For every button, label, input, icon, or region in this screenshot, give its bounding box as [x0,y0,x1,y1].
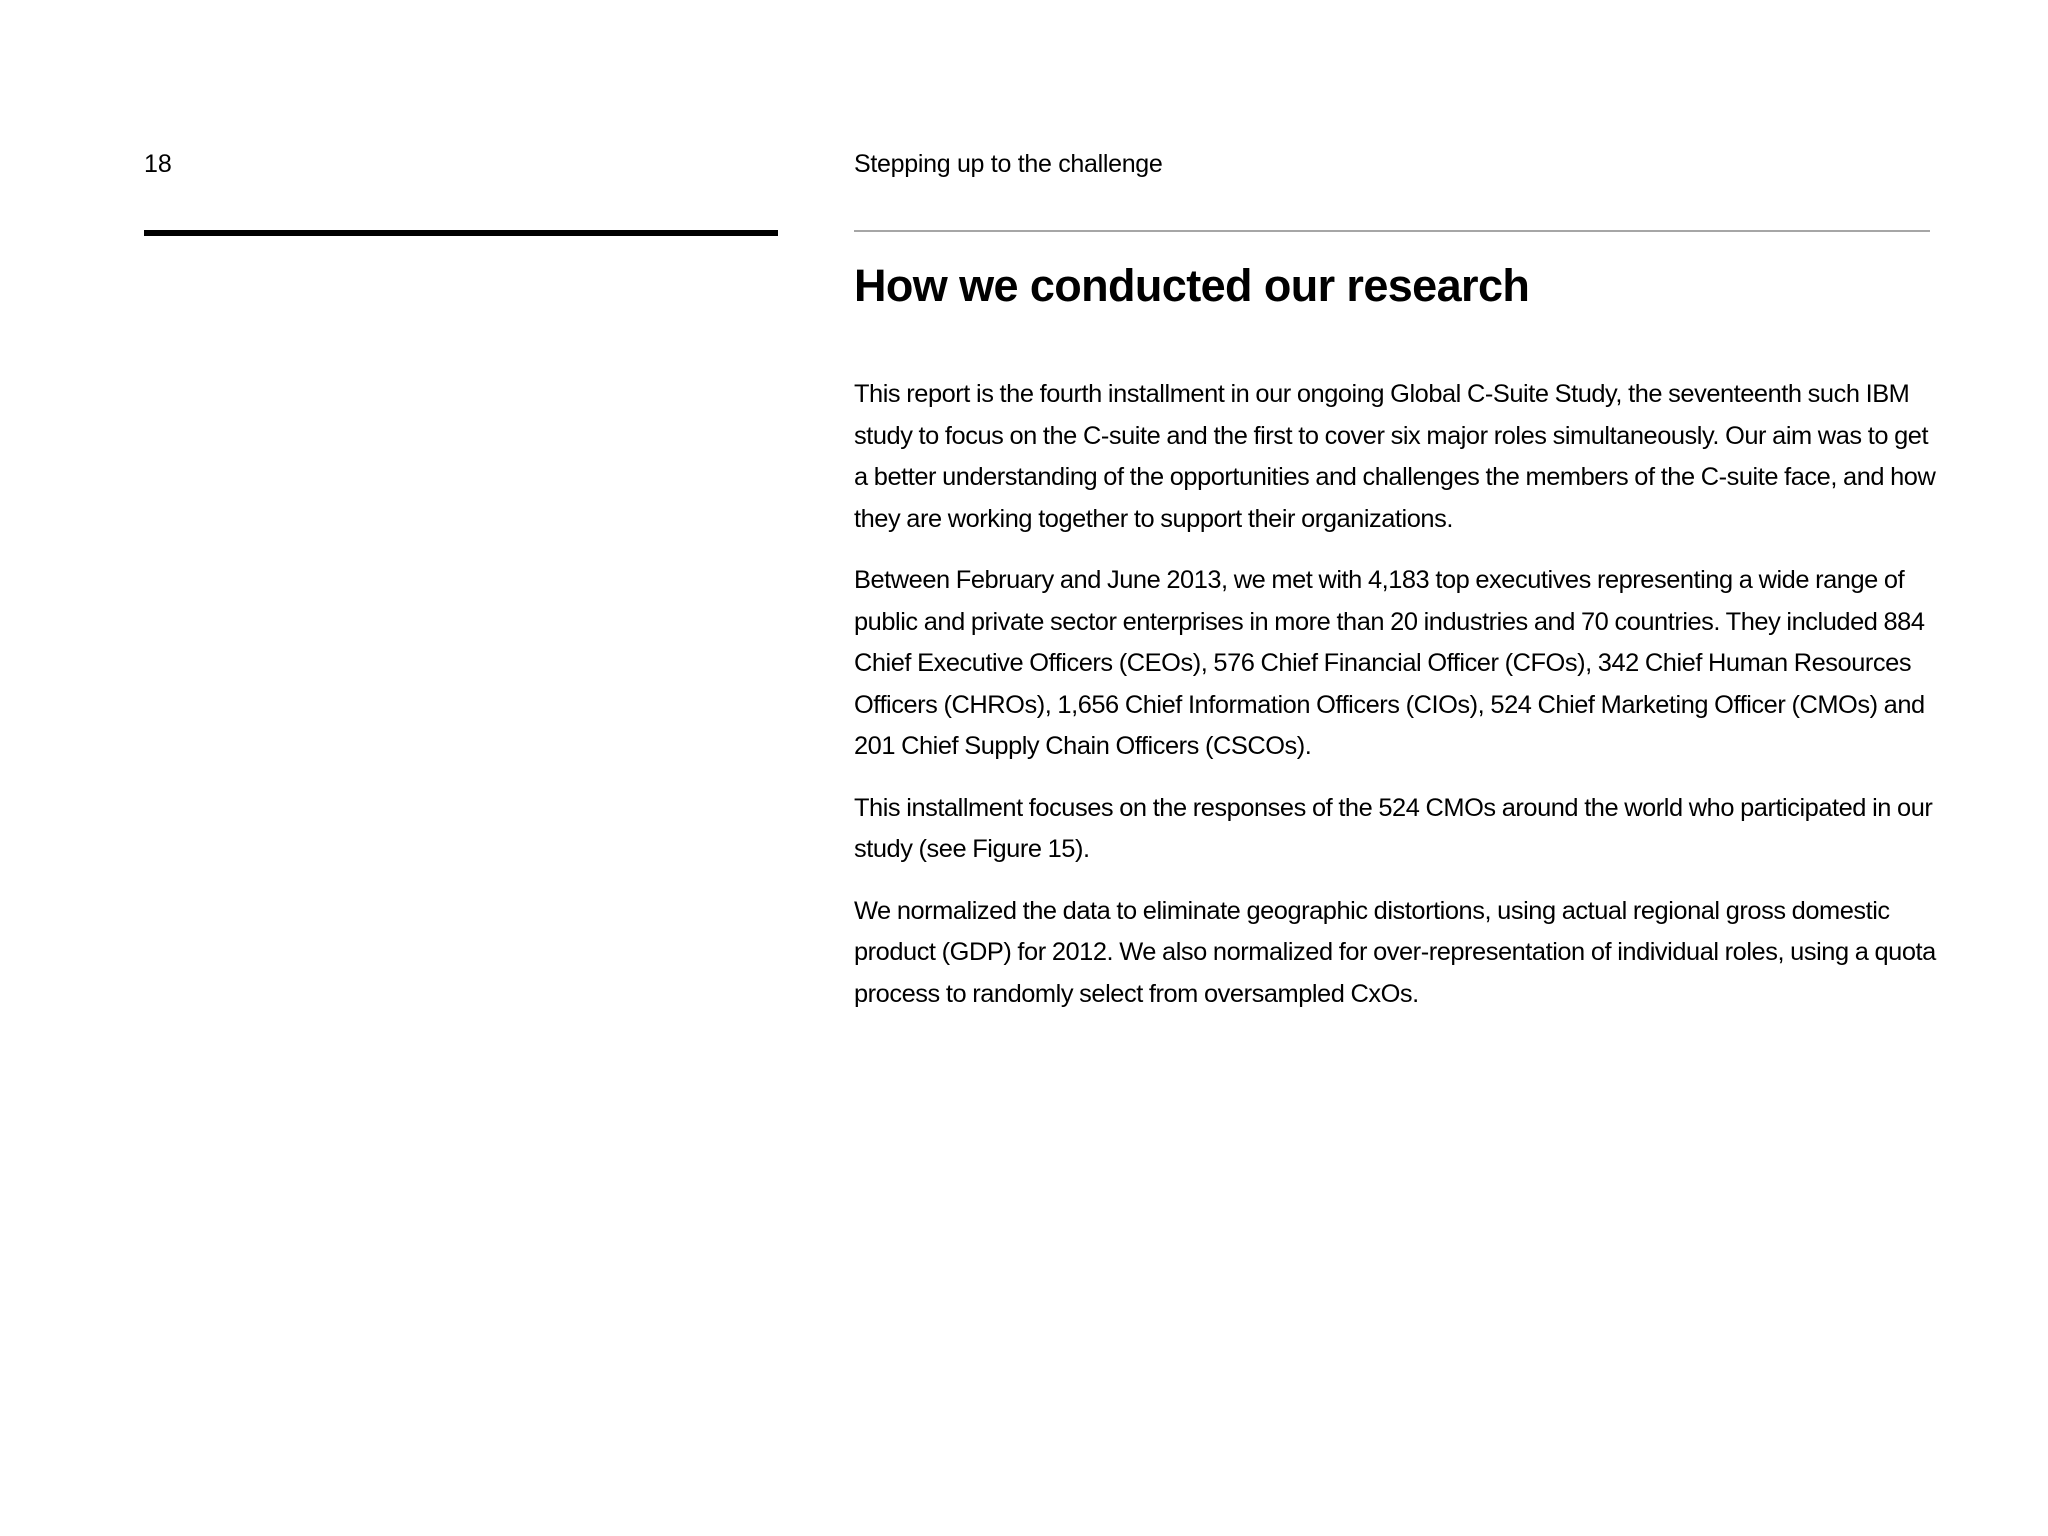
right-column-rule [854,230,1930,232]
paragraph-intro: This report is the fourth installment in our ongoing Global C-Suite Study, the seventeenth such IBM study to focus on the C-suite and the first to cover six major roles simultaneously. Our aim was to get a better understanding of the opportunities and challenges the members of the C-suite face, and how they are working together to support their organizations. [854,380,1936,533]
paragraph-participants: Between February and June 2013, we met with 4,183 top executives representing a wide range of public and private sector enterprises in more than 20 industries and 70 countries. They included 884 Chief Executive Officers (CEOs), 576 Chief Financial Officer (CFOs), 342 Chief Human Resources Officers (CHROs), 1,656 Chief Information Officers (CIOs), 524 Chief Marketing Officer (CMOs) and 201 Chief Supply Chain Officers (CSCOs). [854,566,1925,760]
body-text [854,374,1944,1035]
running-title: Stepping up to the challenge [854,150,1163,178]
section-heading: How we conducted our research [854,260,1530,311]
page-number: 18 [144,150,172,178]
paragraph-normalization: We normalized the data to eliminate geographic distortions, using actual regional gross domestic product (GDP) for 2012. We also normalized for over-representation of individual roles, using a quota process to randomly select from oversampled CxOs. [854,896,1936,1008]
left-column-rule [144,230,778,236]
paragraph-focus: This installment focuses on the responses of the 524 CMOs around the world who participated in our study (see Figure 15). [854,793,1933,863]
